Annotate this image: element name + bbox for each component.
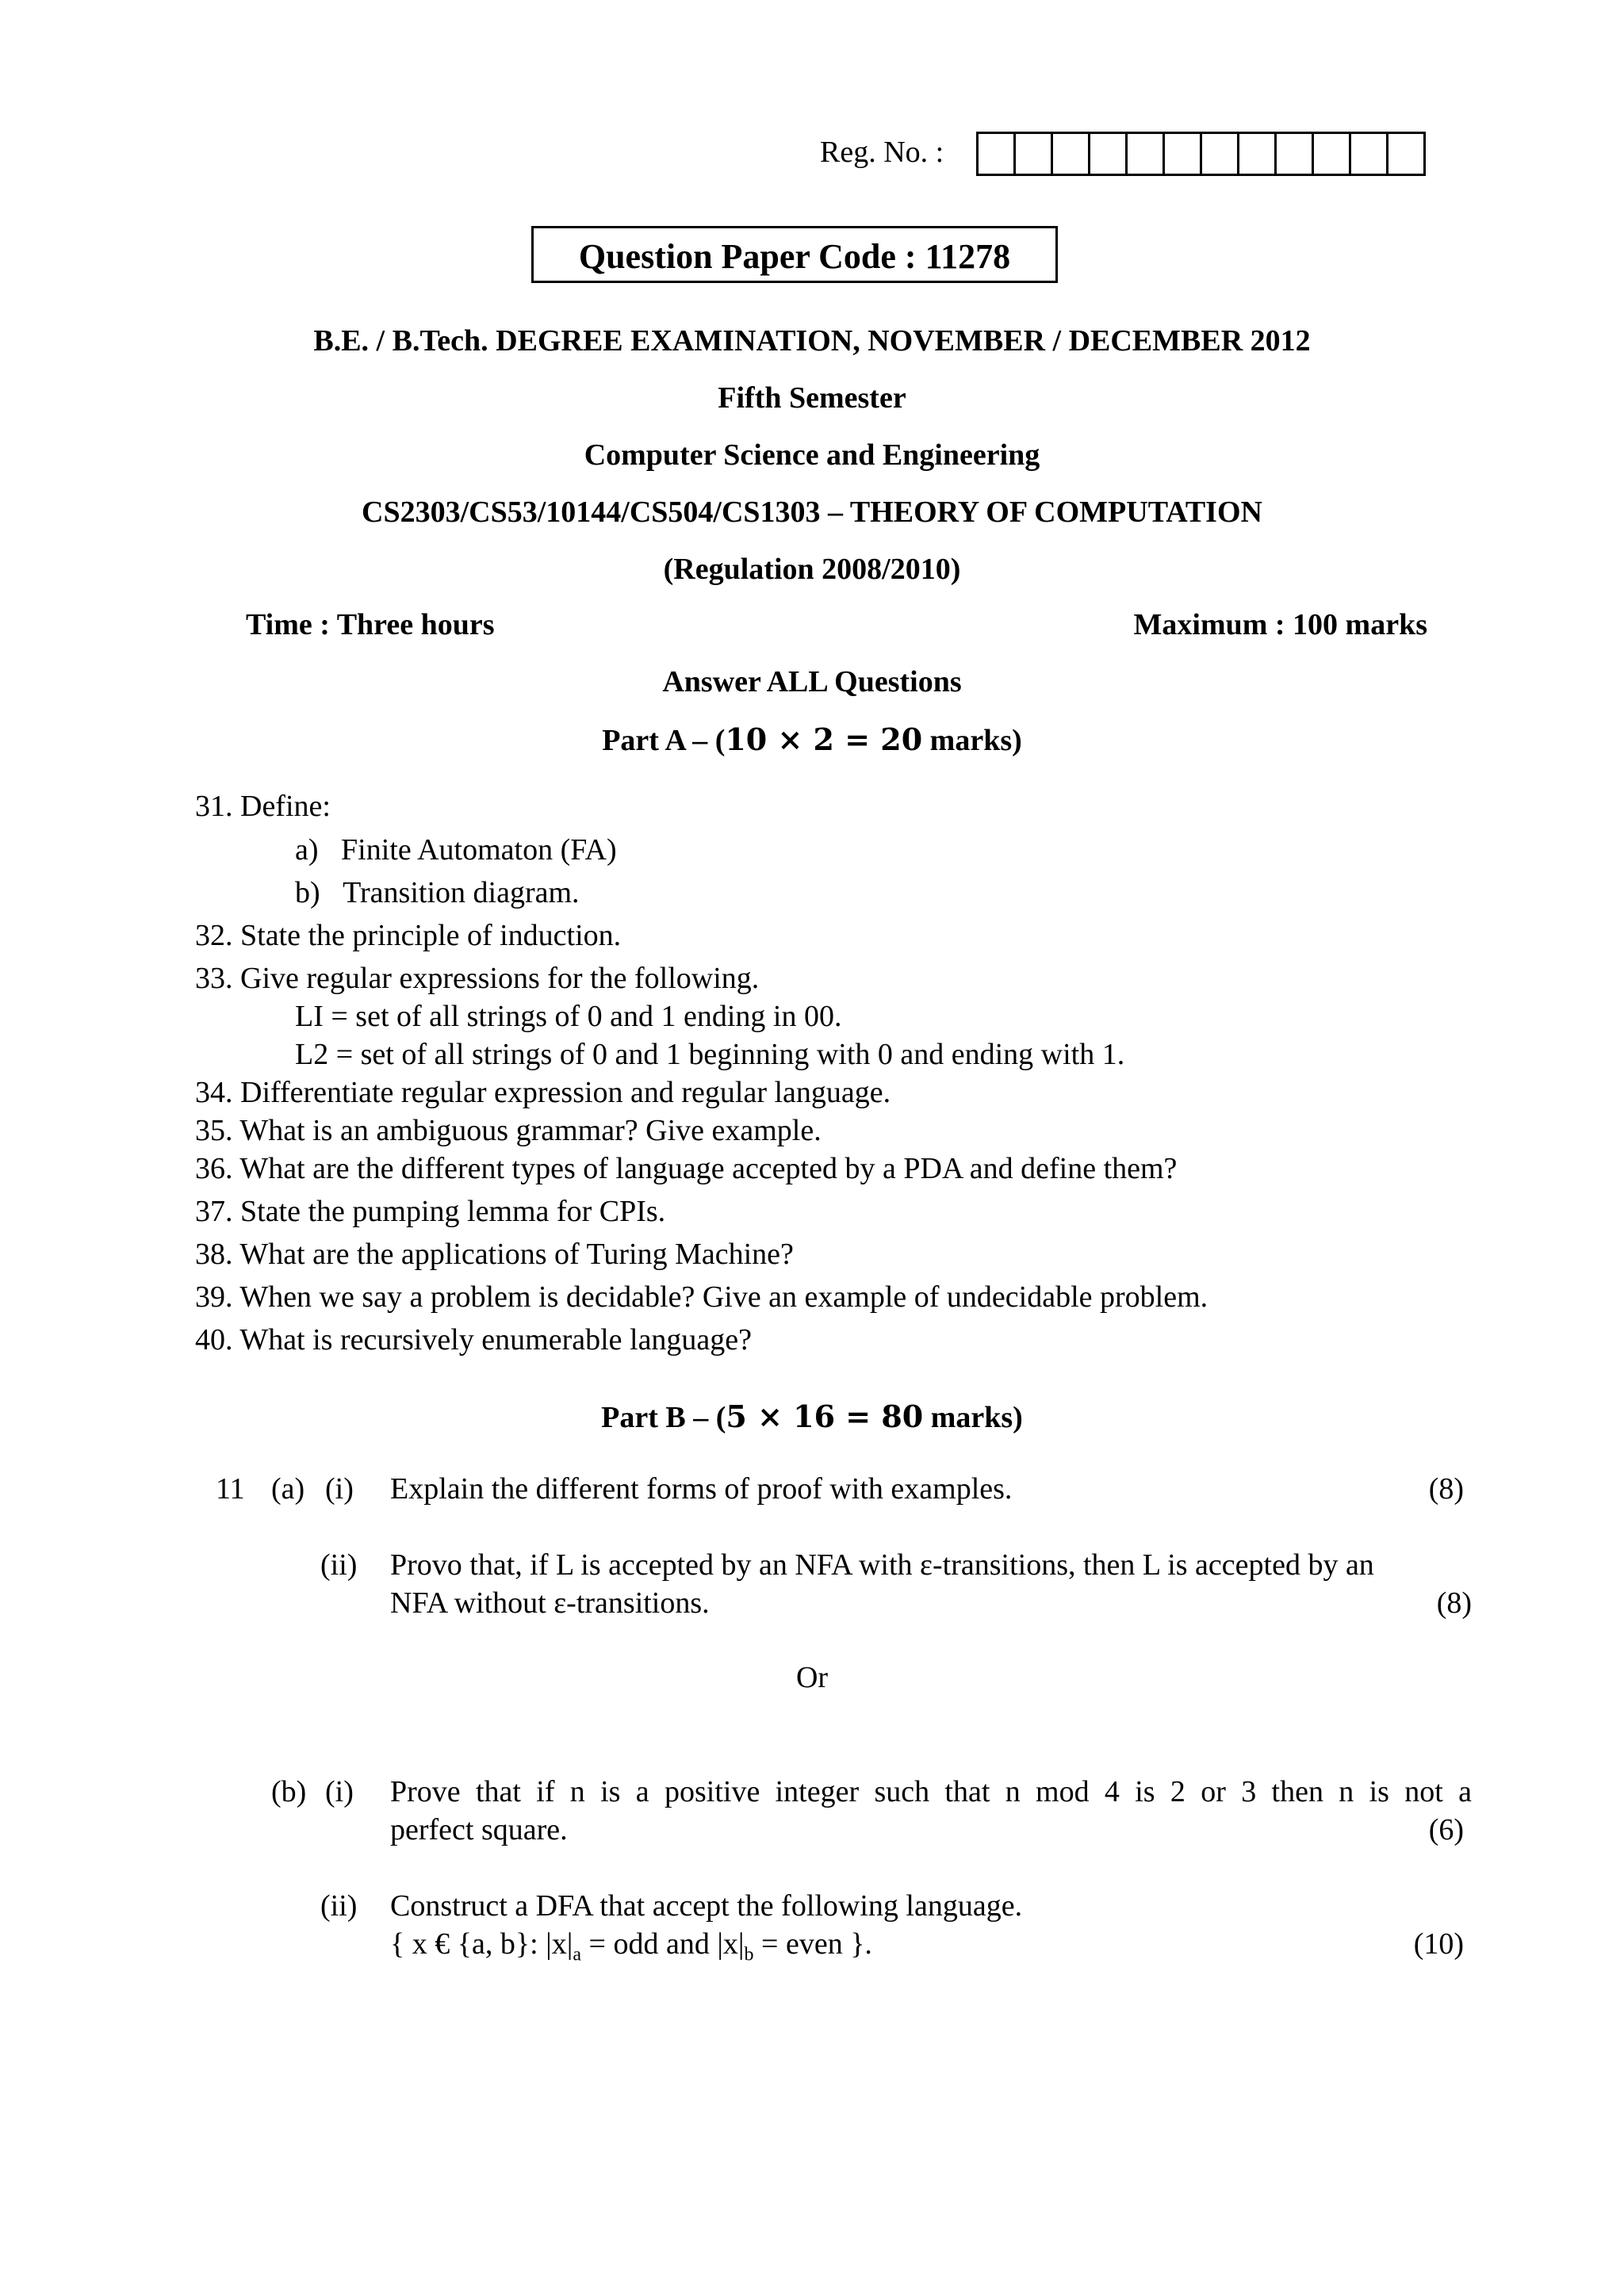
question-11b-ii-label: (ii): [320, 1889, 358, 1923]
question-11b-ii-line1: Construct a DFA that accept the following language.: [390, 1889, 1023, 1923]
reg-no-digit-box[interactable]: [1386, 132, 1426, 176]
reg-no-digit-box[interactable]: [976, 132, 1016, 176]
reg-no-digit-box[interactable]: [1237, 132, 1277, 176]
reg-no-digit-box[interactable]: [1349, 132, 1388, 176]
question-33-l2: L2 = set of all strings of 0 and 1 beginning with 0 and ending with 1.: [295, 1038, 1125, 1071]
question-11b-i-line1: Prove that if n is a positive integer such that n mod 4 is 2 or 3 then n is not a: [390, 1775, 1472, 1808]
part-a-title: Part A – (10 × 2 = 20 marks): [602, 721, 1022, 757]
subject: CS2303/CS53/10144/CS504/CS1303 – THEORY OF COMPUTATION: [362, 496, 1262, 529]
question-33-l1: LI = set of all strings of 0 and 1 ending in 00.: [295, 1000, 842, 1033]
question-11a-i-marks: (8): [1428, 1472, 1464, 1506]
question-11a-ii-marks: (8): [1436, 1586, 1472, 1620]
reg-no-digit-box[interactable]: [1274, 132, 1314, 176]
question-11b-ii-marks: (10): [1413, 1927, 1464, 1961]
question-11a-i-label: (i): [325, 1472, 354, 1506]
time: Time : Three hours: [246, 608, 495, 641]
question-38: 38. What are the applications of Turing Machine?: [195, 1238, 794, 1271]
question-11b-label: (b): [271, 1775, 307, 1808]
reg-no-label: Reg. No. :: [820, 136, 944, 169]
reg-no-digit-box[interactable]: [1013, 132, 1053, 176]
question-11b-i-label: (i): [325, 1775, 354, 1808]
or-separator: Or: [795, 1661, 829, 1694]
part-b-marks-formula: 5 × 16 = 80: [726, 1399, 924, 1434]
question-paper-code: Question Paper Code : 11278: [531, 226, 1058, 283]
reg-no-digit-box[interactable]: [1051, 132, 1090, 176]
question-34: 34. Differentiate regular expression and regular language.: [195, 1076, 891, 1109]
question-31: 31. Define:: [195, 790, 331, 823]
question-36: 36. What are the different types of language accepted by a PDA and define them?: [195, 1152, 1178, 1185]
part-a-marks-formula: 10 × 2 = 20: [725, 721, 923, 757]
exam-title: B.E. / B.Tech. DEGREE EXAMINATION, NOVEMBER / DECEMBER 2012: [313, 324, 1311, 358]
question-37: 37. State the pumping lemma for CPIs.: [195, 1195, 666, 1228]
question-11b-i-line2: perfect square.: [390, 1813, 568, 1846]
question-11a-i-text: Explain the different forms of proof with examples.: [390, 1472, 1013, 1506]
question-31-b: b) Transition diagram.: [295, 876, 580, 909]
regulation: (Regulation 2008/2010): [663, 553, 961, 586]
reg-no-boxes[interactable]: [976, 132, 1426, 176]
question-40: 40. What is recursively enumerable language?: [195, 1323, 753, 1357]
question-33: 33. Give regular expressions for the following.: [195, 962, 760, 995]
question-11-number: 11: [216, 1472, 245, 1506]
instruction: Answer ALL Questions: [662, 665, 962, 698]
branch: Computer Science and Engineering: [584, 438, 1040, 472]
reg-no-digit-box[interactable]: [1162, 132, 1202, 176]
reg-no-digit-box[interactable]: [1088, 132, 1128, 176]
question-11a-ii-line1: Provo that, if L is accepted by an NFA with ε-transitions, then L is accepted by an: [390, 1548, 1374, 1582]
reg-no-digit-box[interactable]: [1312, 132, 1351, 176]
max-marks: Maximum : 100 marks: [1133, 608, 1427, 641]
question-11b-i-marks: (6): [1428, 1813, 1464, 1846]
question-11a-ii-line2: NFA without ε-transitions.: [390, 1586, 710, 1620]
reg-no-digit-box[interactable]: [1200, 132, 1239, 176]
part-b-title: Part B – (5 × 16 = 80 marks): [601, 1399, 1023, 1434]
question-32: 32. State the principle of induction.: [195, 919, 622, 952]
semester: Fifth Semester: [718, 381, 906, 415]
question-11b-ii-set: { x € {a, b}: $|x|_a$ = odd and $|x|_b$ = even }.: [390, 1927, 872, 1965]
question-35: 35. What is an ambiguous grammar? Give example.: [195, 1114, 822, 1147]
question-31-a: a) Finite Automaton (FA): [295, 833, 617, 867]
question-11a-label: (a): [271, 1472, 305, 1506]
question-39: 39. When we say a problem is decidable? Give an example of undecidable problem.: [195, 1280, 1208, 1314]
reg-no-digit-box[interactable]: [1125, 132, 1165, 176]
question-11a-ii-label: (ii): [320, 1548, 358, 1582]
